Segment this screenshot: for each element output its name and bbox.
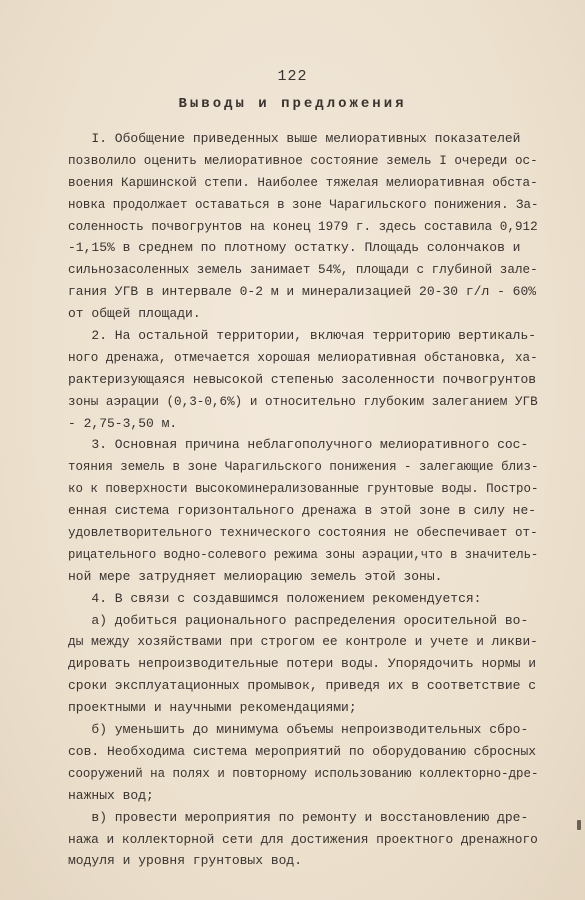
text-line: сроки эксплуатационных промывок, приведя их в соответствие с	[68, 678, 537, 694]
section-heading: Выводы и предложения	[178, 96, 407, 112]
text-line: енная система горизонтального дренажа в этой зоне в силу не-	[68, 503, 537, 519]
page-number: 122	[277, 68, 308, 85]
text-line: -1,15% в среднем по плотному остатку. Площадь солончаков и	[68, 240, 521, 256]
text-line: воения Каршинской степи. Наиболее тяжелая мелиоративная обста-	[68, 174, 538, 190]
body-text	[68, 128, 538, 872]
text-line: зоны аэрации (0,3-0,6%) и относительно глубоким залеганием УГВ	[68, 393, 538, 409]
text-line: сов. Необходима система мероприятий по оборудованию сбросных	[68, 743, 537, 759]
text-line: удовлетворительного технического состояния не обеспечивает от-	[68, 525, 538, 541]
text-line: ды между хозяйствами при строгом ее контроле и учете и ликви-	[68, 634, 538, 650]
text-line: ного дренажа, отмечается хорошая мелиоративная обстановка, ха-	[68, 349, 538, 365]
text-line: рицательного водно-солевого режима зоны аэрации,что в значитель-	[68, 546, 539, 562]
edge-mark	[577, 820, 581, 830]
text-line: сооружений на полях и повторному использованию коллекторно-дре-	[68, 765, 539, 781]
text-line: ко к поверхности высокоминерализованные грунтовые воды. Постро-	[68, 481, 539, 497]
text-line: 4. В связи с создавшимся положением рекомендуется:	[68, 590, 482, 606]
text-line: проектными и научными рекомендациями;	[68, 700, 357, 716]
text-line: новка продолжает оставаться в зоне Чарагильского понижения. За-	[68, 196, 539, 212]
text-line: нажных вод;	[68, 787, 154, 803]
text-line: ной мере затрудняет мелиорацию земель этой зоны.	[68, 568, 443, 584]
text-line: 3. Основная причина неблагополучного мелиоративного сос-	[68, 437, 529, 453]
text-line: 2. На остальной территории, включая территорию вертикаль-	[68, 328, 537, 344]
text-line: I. Обобщение приведенных выше мелиоративных показателей	[68, 131, 521, 146]
text-line: а) добиться рационального распределения оросительной во-	[68, 612, 529, 628]
text-line: от общей площади.	[68, 306, 201, 322]
text-line: модуля и уровня грунтовых вод.	[68, 853, 303, 869]
text-line: дировать непроизводительные потери воды. Упорядочить нормы и	[68, 656, 537, 672]
text-line: соленность почвогрунтов на конец 1979 г. здесь составила 0,912	[68, 218, 538, 234]
text-line: сильнозасоленных земель занимает 54%, площади с глубиной зале-	[68, 262, 538, 278]
text-line: рактеризующаяся невысокой степенью засоленности почвогрунтов	[68, 371, 537, 387]
text-line: - 2,75-3,50 м.	[68, 415, 178, 431]
text-line: в) провести мероприятия по ремонту и восстановлению дре-	[68, 809, 529, 825]
text-line: гания УГВ в интервале 0-2 м и минерализацией 20-30 г/л - 60%	[68, 284, 537, 300]
text-line: позволило оценить мелиоративное состояние земель I очереди ос-	[68, 152, 538, 168]
text-line: нажа и коллекторной сети для достижения проектного дренажного	[68, 831, 538, 847]
text-line: тояния земель в зоне Чарагильского понижения - залегающие близ-	[68, 459, 539, 475]
text-line: б) уменьшить до минимума объемы непроизводительных сбро-	[68, 722, 529, 738]
